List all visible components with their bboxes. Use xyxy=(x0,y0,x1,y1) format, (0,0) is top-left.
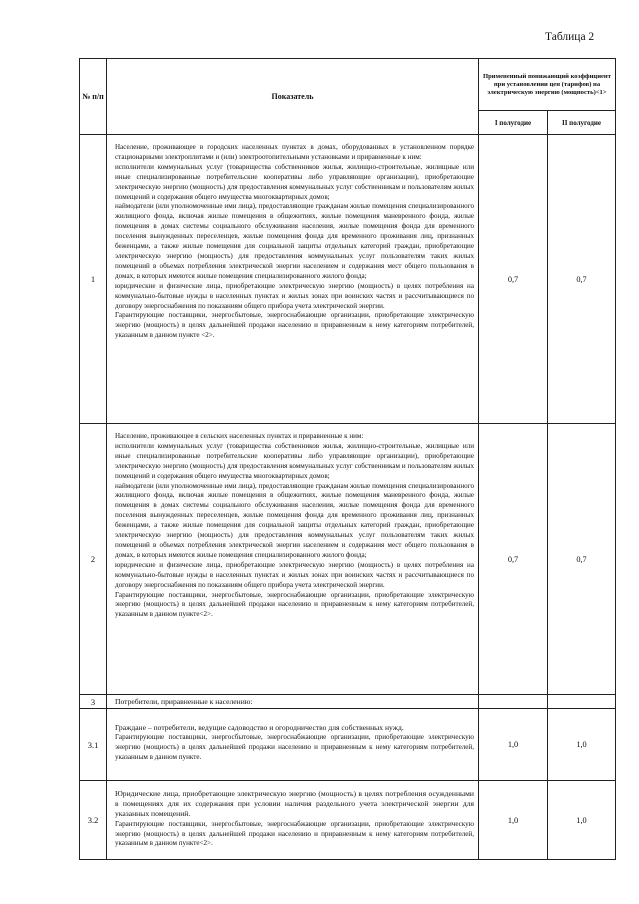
coef-half2: 1,0 xyxy=(548,781,616,860)
row-indicator-text xyxy=(107,424,479,695)
coef-half2: 1,0 xyxy=(548,709,616,781)
paragraph: Граждане – потребители, ведущие садоводство и огородничество для собственных нужд. xyxy=(115,723,404,732)
col-header-half1: I полугодие xyxy=(479,111,548,135)
paragraph: юридические и физические лица, приобретающие электрическую энергию (мощность) в целях потребления на коммунально-бытовые нужды в населенных пунктах и жилых зонах при воинских частях и рассчитывающиеся по договору энергоснабжения по показаниям общего прибора учета электрической энергии. xyxy=(115,281,474,310)
table-row xyxy=(80,135,616,424)
table-row xyxy=(80,709,616,781)
row-indicator-text xyxy=(107,709,479,781)
paragraph: Гарантирующие поставщики, энергосбытовые, энергоснабжающие организации, приобретающие электрическую энергию (мощность) в целях дальнейшей продажи населению и приравненным к нему категориям потребителей, указанным в данном пункте. xyxy=(115,733,474,762)
paragraph: Население, проживающее в городских населенных пунктах в домах, оборудованных в установленном порядке стационарными электроплитами и (или) электроотопительными установками и приравненные к ним: xyxy=(115,143,474,161)
table-caption: Таблица 2 xyxy=(545,31,595,43)
paragraph: исполнители коммунальных услуг (товарищества собственников жилья, жилищно-строительные, жилищные или иные специализированные потребительские кооперативы либо управляющие организации), приобретающие электрическую энергию (мощность) для предоставления коммунальных услуг собственникам и пользователям жилых помещений и содержания общего имущества многоквартирных домов; xyxy=(115,162,474,201)
paragraph: Юридические лица, приобретающие электрическую энергию (мощность) в целях потребления осужденными в помещениях для их содержания при условии наличия раздельного учета электрической энергии для указанных помещений. xyxy=(115,789,474,819)
row-number: 1 xyxy=(80,135,107,424)
table-row xyxy=(80,424,616,695)
coef-half1: 0,7 xyxy=(479,424,548,695)
paragraph: юридические и физические лица, приобретающие электрическую энергию (мощность) в целях потребления на коммунально-бытовые нужды в населенных пунктах и жилых зонах при воинских частях и рассчитывающиеся по договору энергоснабжения по показаниям общего прибора учета электрической энергии. xyxy=(115,560,474,589)
coefficients-table xyxy=(79,58,616,860)
row-indicator-text xyxy=(107,135,479,424)
col-header-number: № п/п xyxy=(80,59,107,135)
row-number: 3.1 xyxy=(80,709,107,781)
col-header-indicator: Показатель xyxy=(107,59,479,135)
paragraph: исполнители коммунальных услуг (товарищества собственников жилья, жилищно-строительные, жилищные или иные специализированные потребительские кооперативы либо управляющие организации), приобретающие электрическую энергию (мощность) для предоставления коммунальных услуг собственникам и пользователям жилых помещений и содержания общего имущества многоквартирных домов; xyxy=(115,441,474,480)
coef-half1: 0,7 xyxy=(479,135,548,424)
paragraph: наймодатели (или уполномоченные ими лица), предоставляющие гражданам жилые помещения специализированного жилищного фонда, включая жилые помещения в общежитиях, жилые помещения маневренного фонда, жилые помещения в домах системы социального обслуживания населения, жилые помещения фонда для временного поселения вынужденных переселенцев, жилые помещения фонда для временного проживания лиц, признанных беженцами, а также жилые помещения для социальной защиты отдельных категорий граждан, приобретающие электрическую энергию (мощность) для предоставления коммунальных услуг пользователям таких жилых помещений в объемах потребления электрической энергии населением и содержания мест общего пользования в домах, в которых имеются жилые помещения специализированного жилого фонда; xyxy=(115,481,474,559)
row-indicator-text xyxy=(107,781,479,860)
table-row xyxy=(80,781,616,860)
paragraph: наймодатели (или уполномоченные ими лица), предоставляющие гражданам жилые помещения специализированного жилищного фонда, включая жилые помещения в общежитиях, жилые помещения маневренного фонда, жилые помещения в домах системы социального обслуживания населения, жилые помещения фонда для временного поселения вынужденных переселенцев, жилые помещения фонда для временного проживания лиц, признанных беженцами, а также жилые помещения для социальной защиты отдельных категорий граждан, приобретающие электрическую энергию (мощность) для предоставления коммунальных услуг пользователям таких жилых помещений в объемах потребления электрической энергии населением и содержания мест общего пользования в домах, в которых имеются жилые помещения специализированного жилого фонда; xyxy=(115,202,474,280)
empty-cell xyxy=(479,695,548,709)
row-indicator-text: Потребители, приравненные к населению: xyxy=(107,695,479,709)
paragraph: Население, проживающее в сельских населенных пунктах и приравненные к ним: xyxy=(115,432,364,440)
row-number: 2 xyxy=(80,424,107,695)
header-row xyxy=(80,59,616,111)
coef-half2: 0,7 xyxy=(548,135,616,424)
table-row xyxy=(80,695,616,709)
empty-cell xyxy=(548,695,616,709)
coef-half1: 1,0 xyxy=(479,709,548,781)
row-number: 3.2 xyxy=(80,781,107,860)
coef-half1: 1,0 xyxy=(479,781,548,860)
coef-half2: 0,7 xyxy=(548,424,616,695)
paragraph: Гарантирующие поставщики, энергосбытовые, энергоснабжающие организации, приобретающие электрическую энергию (мощность) в целях дальнейшей продажи населению и приравненным к нему категориям потребителей, указанным в данном пункте<2>. xyxy=(115,819,474,848)
paragraph: Гарантирующие поставщики, энергосбытовые, энергоснабжающие организации, приобретающие электрическую энергию (мощность) в целях дальнейшей продажи населению и приравненным к нему категориям потребителей, указанным в данном пункте <2>. xyxy=(115,311,474,340)
row-number: 3 xyxy=(80,695,107,709)
col-header-half2: II полугодие xyxy=(548,111,616,135)
paragraph: Гарантирующие поставщики, энергосбытовые, энергоснабжающие организации, приобретающие электрическую энергию (мощность) в целях дальнейшей продажи населению и приравненным к нему категориям потребителей, указанным в данном пункте<2>. xyxy=(115,590,474,619)
col-header-coefficient: Примененный понижающий коэффициент при установлении цен (тарифов) на электрическую энергию (мощность)<1> xyxy=(479,59,616,111)
